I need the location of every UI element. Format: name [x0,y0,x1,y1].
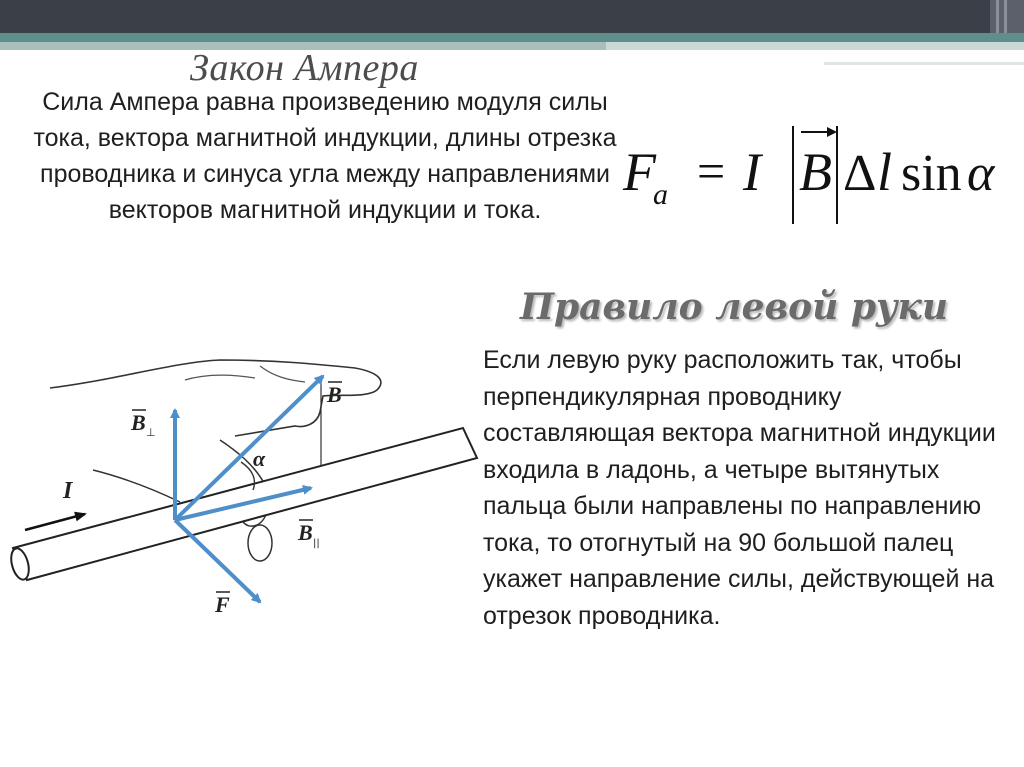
slide-title: Закон Ампера [190,47,419,89]
wrist-outline [93,470,180,502]
force-label: F [215,592,230,617]
left-hand-rule-title: Правило левой руки [520,286,949,328]
header-notch [606,42,1024,68]
ampere-law-definition: Сила Ампера равна произведению модуля силы тока, вектора магнитной индукции, длины отрезка проводника и синуса угла между направлениями векторов магнитной индукции и тока. [33,88,617,224]
formula-alpha: α [967,145,995,202]
b-parallel-label: B [298,520,313,545]
b-label: B [327,382,342,407]
thumb-tip [248,525,272,561]
formula-equals: = [697,143,726,199]
formula-l: l [877,142,893,202]
formula-I: I [743,142,761,202]
formula-sin: sin [901,145,962,202]
formula-subscript: a [653,178,668,211]
header-accent-bar [0,33,1024,42]
b-parallel-subscript: || [313,538,320,549]
left-hand-rule-illustration [5,340,480,630]
b-perp-subscript: ⊥ [146,426,156,439]
header-bar-edge [990,0,1024,33]
current-arrow [25,514,85,530]
formula-delta: Δ [843,145,877,202]
ampere-force-formula [615,118,1015,230]
current-label: I [63,478,73,504]
formula-B: B [799,142,832,202]
vector-arrow-head [827,127,837,137]
b-perp-label: B [131,410,146,435]
header-bar [0,0,1024,33]
alpha-label: α [253,446,266,471]
left-hand-rule-text: Если левую руку расположить так, чтобы перпендикулярная проводнику составляющая вектора магнитной индукции входила в ладонь, а четыре вытянутых пальца были направлены по направлению тока, то отогнутый на 90 большой палец укажет направление силы, действующей на отрезок проводника. [483,346,996,630]
formula-F: F [623,142,656,202]
force-vector-arrow [175,520,260,602]
hand-palm-line [185,366,305,382]
